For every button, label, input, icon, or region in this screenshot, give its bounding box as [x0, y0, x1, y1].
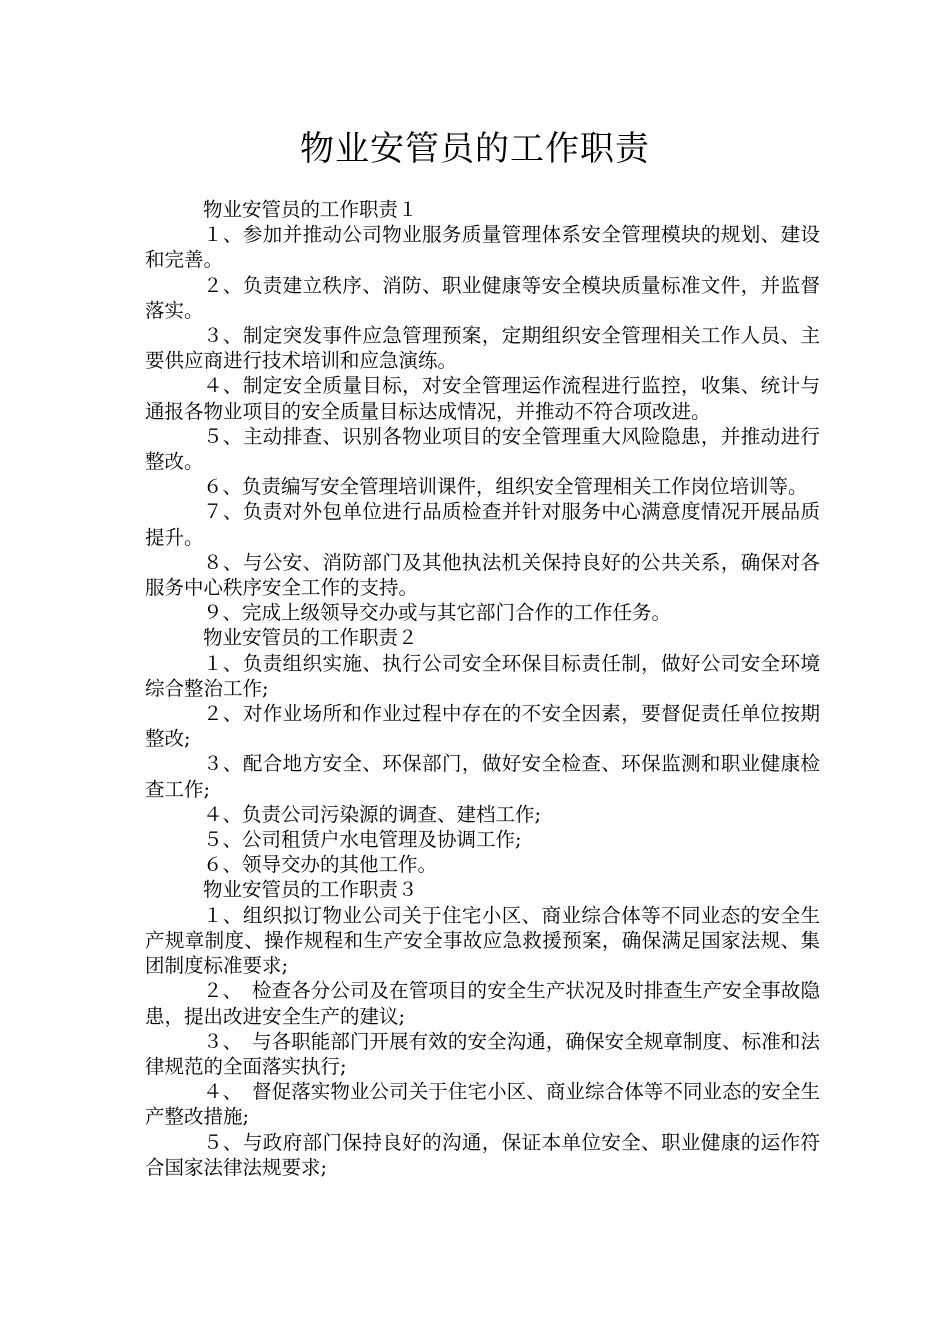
paragraph: ２、负责建立秩序、消防、职业健康等安全模块质量标准文件，并监督落实。: [145, 273, 820, 322]
paragraph: ５、公司租赁户水电管理及协调工作;: [203, 828, 522, 852]
paragraph: ５、主动排查、识别各物业项目的安全管理重大风险隐患，并推动进行整改。: [145, 424, 820, 474]
paragraph: ２、对作业场所和作业过程中存在的不安全因素，要督促责任单位按期整改;: [145, 702, 820, 751]
paragraph: ９、完成上级领导交办或与其它部门合作的工作任务。: [203, 601, 672, 625]
paragraph: ５、与政府部门保持良好的沟通，保证本单位安全、职业健康的运作符合国家法律法规要求;: [145, 1130, 820, 1179]
paragraph: ３、制定突发事件应急管理预案，定期组织安全管理相关工作人员、主要供应商进行技术培训和应急演练。: [145, 324, 820, 373]
paragraph: ３、配合地方安全、环保部门，做好安全检查、环保监测和职业健康检查工作;: [145, 752, 820, 801]
paragraph: ３、 与各职能部门开展有效的安全沟通，确保安全规章制度、标准和法律规范的全面落实执行;: [145, 1029, 820, 1078]
paragraph: ４、负责公司污染源的调查、建档工作;: [203, 802, 542, 826]
paragraph: ４、 督促落实物业公司关于住宅小区、商业综合体等不同业态的安全生产整改措施;: [145, 1080, 820, 1129]
paragraph: ２、 检查各分公司及在管项目的安全生产状况及时排查生产安全事故隐患，提出改进安全生产的建议;: [145, 979, 820, 1028]
paragraph: ４、制定安全质量目标，对安全管理运作流程进行监控，收集、统计与通报各物业项目的安全质量目标达成情况，并推动不符合项改进。: [145, 374, 820, 423]
paragraph: ８、与公安、消防部门及其他执法机关保持良好的公共关系，确保对各服务中心秩序安全工作的支持。: [145, 550, 820, 600]
document-body: [145, 197, 820, 1180]
paragraph: １、负责组织实施、执行公司安全环保目标责任制，做好公司安全环境综合整治工作;: [145, 651, 820, 700]
section-heading-3: 物业安管员的工作职责３: [203, 878, 418, 902]
section-heading-1: 物业安管员的工作职责１: [203, 198, 418, 221]
paragraph: ６、负责编写安全管理培训课件，组织安全管理相关工作岗位培训等。: [203, 475, 808, 499]
paragraph: １、参加并推动公司物业服务质量管理体系安全管理模块的规划、建设和完善。: [145, 223, 820, 272]
paragraph: １、组织拟订物业公司关于住宅小区、商业综合体等不同业态的安全生产规章制度、操作规程和生产安全事故应急救援预案，确保满足国家法规、集团制度标准要求;: [145, 903, 820, 978]
section-heading-2: 物业安管员的工作职责２: [203, 626, 418, 650]
paragraph: ６、领导交办的其他工作。: [203, 853, 438, 877]
paragraph: ７、负责对外包单位进行品质检查并针对服务中心满意度情况开展品质提升。: [145, 500, 820, 549]
document-title: 物业安管员的工作职责: [300, 129, 650, 169]
